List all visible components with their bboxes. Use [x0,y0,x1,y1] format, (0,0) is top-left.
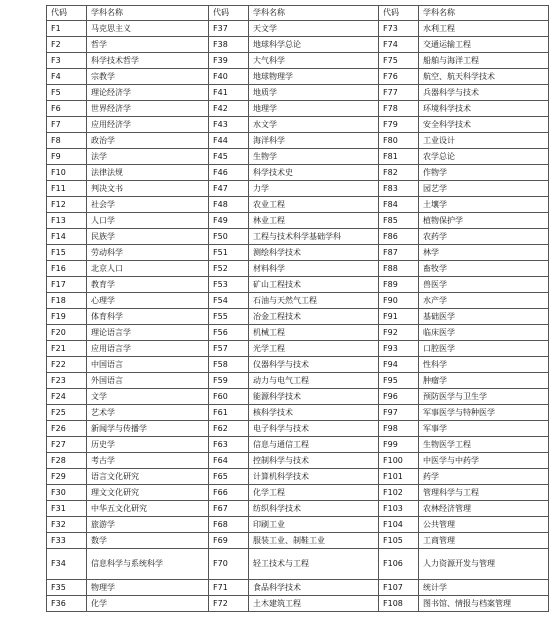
table-row [47,181,549,197]
subject-name-cell: 化学 [87,596,209,612]
subject-code-table [46,5,549,612]
subject-name-cell: 水利工程 [419,21,549,37]
table-body [47,21,549,612]
subject-name-cell: 语言文化研究 [87,469,209,485]
subject-name-cell: 劳动科学 [87,245,209,261]
code-cell: F33 [47,533,87,549]
subject-name-cell: 农学总论 [419,149,549,165]
table-row [47,117,549,133]
code-cell: F17 [47,277,87,293]
subject-name-cell: 中华五文化研究 [87,501,209,517]
code-cell: F52 [209,261,249,277]
subject-name-cell: 科学技术史 [249,165,379,181]
table-row [47,517,549,533]
table-row [47,421,549,437]
code-cell: F50 [209,229,249,245]
code-cell: F19 [47,309,87,325]
code-cell: F41 [209,85,249,101]
subject-name-cell: 军事学 [419,421,549,437]
subject-name-cell: 心理学 [87,293,209,309]
column-header: 学科名称 [87,6,209,21]
code-cell: F46 [209,165,249,181]
subject-name-cell: 印刷工业 [249,517,379,533]
subject-name-cell: 旅游学 [87,517,209,533]
code-cell: F58 [209,357,249,373]
subject-name-cell: 口腔医学 [419,341,549,357]
subject-name-cell: 工商管理 [419,533,549,549]
subject-name-cell: 力学 [249,181,379,197]
code-cell: F68 [209,517,249,533]
subject-name-cell: 船舶与海洋工程 [419,53,549,69]
code-cell: F75 [379,53,419,69]
code-cell: F6 [47,101,87,117]
code-cell: F73 [379,21,419,37]
code-cell: F84 [379,197,419,213]
code-cell: F1 [47,21,87,37]
code-cell: F53 [209,277,249,293]
subject-name-cell: 材料科学 [249,261,379,277]
code-cell: F87 [379,245,419,261]
column-header: 代码 [379,6,419,21]
subject-name-cell: 判决文书 [87,181,209,197]
code-cell: F101 [379,469,419,485]
subject-name-cell: 工业设计 [419,133,549,149]
subject-name-cell: 公共管理 [419,517,549,533]
column-header: 代码 [47,6,87,21]
table-header-row [47,6,549,21]
code-cell: F18 [47,293,87,309]
subject-name-cell: 宗教学 [87,69,209,85]
code-cell: F48 [209,197,249,213]
subject-name-cell: 理文文化研究 [87,485,209,501]
subject-name-cell: 中医学与中药学 [419,453,549,469]
subject-name-cell: 军事医学与特种医学 [419,405,549,421]
code-cell: F30 [47,485,87,501]
table-row [47,373,549,389]
code-cell: F14 [47,229,87,245]
code-cell: F54 [209,293,249,309]
code-cell: F62 [209,421,249,437]
table-row [47,277,549,293]
code-cell: F70 [209,549,249,580]
subject-name-cell: 大气科学 [249,53,379,69]
code-cell: F102 [379,485,419,501]
subject-name-cell: 肿瘤学 [419,373,549,389]
code-cell: F13 [47,213,87,229]
table-row [47,309,549,325]
code-cell: F9 [47,149,87,165]
code-cell: F60 [209,389,249,405]
subject-name-cell: 动力与电气工程 [249,373,379,389]
subject-name-cell: 农林经济管理 [419,501,549,517]
subject-name-cell: 机械工程 [249,325,379,341]
table-row [47,53,549,69]
code-cell: F92 [379,325,419,341]
code-cell: F26 [47,421,87,437]
subject-name-cell: 畜牧学 [419,261,549,277]
subject-name-cell: 地球科学总论 [249,37,379,53]
code-cell: F12 [47,197,87,213]
subject-name-cell: 仪器科学与技术 [249,357,379,373]
code-cell: F59 [209,373,249,389]
table-row [47,389,549,405]
column-header: 代码 [209,6,249,21]
subject-name-cell: 外国语言 [87,373,209,389]
subject-name-cell: 教育学 [87,277,209,293]
code-cell: F81 [379,149,419,165]
subject-name-cell: 光学工程 [249,341,379,357]
code-cell: F55 [209,309,249,325]
code-cell: F44 [209,133,249,149]
subject-name-cell: 马克思主义 [87,21,209,37]
table-row [47,405,549,421]
subject-name-cell: 植物保护学 [419,213,549,229]
code-cell: F97 [379,405,419,421]
subject-name-cell: 人口学 [87,213,209,229]
subject-name-cell: 兽医学 [419,277,549,293]
code-cell: F65 [209,469,249,485]
code-cell: F8 [47,133,87,149]
code-cell: F82 [379,165,419,181]
table-row [47,165,549,181]
table-row [47,549,549,580]
subject-name-cell: 法学 [87,149,209,165]
subject-name-cell: 纺织科学技术 [249,501,379,517]
table-row [47,261,549,277]
code-cell: F49 [209,213,249,229]
subject-name-cell: 图书馆、情报与档案管理 [419,596,549,612]
table-row [47,293,549,309]
code-cell: F38 [209,37,249,53]
table-row [47,325,549,341]
code-cell: F90 [379,293,419,309]
subject-name-cell: 土壤学 [419,197,549,213]
subject-name-cell: 工程与技术科学基础学科 [249,229,379,245]
code-cell: F42 [209,101,249,117]
subject-name-cell: 性科学 [419,357,549,373]
code-cell: F40 [209,69,249,85]
code-cell: F4 [47,69,87,85]
subject-name-cell: 管理科学与工程 [419,485,549,501]
subject-name-cell: 测绘科学技术 [249,245,379,261]
code-cell: F25 [47,405,87,421]
code-cell: F83 [379,181,419,197]
code-cell: F66 [209,485,249,501]
code-cell: F94 [379,357,419,373]
subject-name-cell: 文学 [87,389,209,405]
subject-name-cell: 农业工程 [249,197,379,213]
subject-name-cell: 人力资源开发与管理 [419,549,549,580]
subject-name-cell: 信息与通信工程 [249,437,379,453]
code-cell: F106 [379,549,419,580]
subject-name-cell: 地球物理学 [249,69,379,85]
table-row [47,21,549,37]
subject-name-cell: 轻工技术与工程 [249,549,379,580]
code-cell: F39 [209,53,249,69]
subject-name-cell: 应用语言学 [87,341,209,357]
code-cell: F71 [209,580,249,596]
code-cell: F93 [379,341,419,357]
subject-name-cell: 历史学 [87,437,209,453]
table-row [47,37,549,53]
subject-name-cell: 政治学 [87,133,209,149]
subject-name-cell: 社会学 [87,197,209,213]
code-cell: F77 [379,85,419,101]
code-cell: F36 [47,596,87,612]
subject-name-cell: 生物医学工程 [419,437,549,453]
subject-name-cell: 地质学 [249,85,379,101]
subject-name-cell: 北京人口 [87,261,209,277]
subject-name-cell: 中国语言 [87,357,209,373]
subject-name-cell: 数学 [87,533,209,549]
subject-name-cell: 农药学 [419,229,549,245]
subject-name-cell: 临床医学 [419,325,549,341]
subject-name-cell: 水文学 [249,117,379,133]
code-cell: F15 [47,245,87,261]
table-row [47,133,549,149]
subject-name-cell: 理论经济学 [87,85,209,101]
code-cell: F104 [379,517,419,533]
code-cell: F107 [379,580,419,596]
subject-name-cell: 土木建筑工程 [249,596,379,612]
subject-name-cell: 计算机科学技术 [249,469,379,485]
code-cell: F51 [209,245,249,261]
subject-name-cell: 石油与天然气工程 [249,293,379,309]
code-cell: F108 [379,596,419,612]
code-cell: F86 [379,229,419,245]
subject-name-cell: 食品科学技术 [249,580,379,596]
code-cell: F35 [47,580,87,596]
code-cell: F98 [379,421,419,437]
code-cell: F88 [379,261,419,277]
subject-name-cell: 民族学 [87,229,209,245]
table-row [47,197,549,213]
subject-name-cell: 林学 [419,245,549,261]
table-row [47,229,549,245]
column-header: 学科名称 [419,6,549,21]
code-cell: F34 [47,549,87,580]
subject-name-cell: 化学工程 [249,485,379,501]
code-cell: F45 [209,149,249,165]
code-cell: F105 [379,533,419,549]
table-row [47,245,549,261]
code-cell: F43 [209,117,249,133]
subject-name-cell: 哲学 [87,37,209,53]
subject-name-cell: 园艺学 [419,181,549,197]
code-cell: F96 [379,389,419,405]
code-cell: F10 [47,165,87,181]
code-cell: F56 [209,325,249,341]
code-cell: F11 [47,181,87,197]
subject-name-cell: 矿山工程技术 [249,277,379,293]
code-cell: F74 [379,37,419,53]
code-cell: F3 [47,53,87,69]
code-cell: F2 [47,37,87,53]
code-cell: F79 [379,117,419,133]
subject-name-cell: 新闻学与传播学 [87,421,209,437]
code-cell: F72 [209,596,249,612]
code-cell: F80 [379,133,419,149]
subject-name-cell: 林业工程 [249,213,379,229]
subject-name-cell: 地理学 [249,101,379,117]
code-cell: F76 [379,69,419,85]
table-row [47,341,549,357]
subject-name-cell: 服装工业、制鞋工业 [249,533,379,549]
code-cell: F22 [47,357,87,373]
subject-name-cell: 航空、航天科学技术 [419,69,549,85]
code-cell: F29 [47,469,87,485]
table-row [47,85,549,101]
table-row [47,501,549,517]
code-cell: F27 [47,437,87,453]
code-cell: F100 [379,453,419,469]
subject-name-cell: 艺术学 [87,405,209,421]
table-row [47,580,549,596]
table-row [47,149,549,165]
subject-name-cell: 应用经济学 [87,117,209,133]
code-cell: F99 [379,437,419,453]
code-cell: F7 [47,117,87,133]
subject-name-cell: 物理学 [87,580,209,596]
table-row [47,437,549,453]
table-row [47,485,549,501]
table-row [47,213,549,229]
subject-name-cell: 控制科学与技术 [249,453,379,469]
subject-name-cell: 世界经济学 [87,101,209,117]
subject-name-cell: 作物学 [419,165,549,181]
code-cell: F63 [209,437,249,453]
subject-name-cell: 考古学 [87,453,209,469]
subject-name-cell: 海洋科学 [249,133,379,149]
code-cell: F16 [47,261,87,277]
subject-name-cell: 基础医学 [419,309,549,325]
code-cell: F103 [379,501,419,517]
subject-name-cell: 统计学 [419,580,549,596]
code-cell: F5 [47,85,87,101]
subject-name-cell: 核科学技术 [249,405,379,421]
subject-name-cell: 药学 [419,469,549,485]
subject-name-cell: 水产学 [419,293,549,309]
subject-name-cell: 交通运输工程 [419,37,549,53]
subject-name-cell: 天文学 [249,21,379,37]
table-row [47,69,549,85]
table-row [47,469,549,485]
code-cell: F20 [47,325,87,341]
code-cell: F57 [209,341,249,357]
table-row [47,596,549,612]
code-cell: F24 [47,389,87,405]
subject-name-cell: 理论语言学 [87,325,209,341]
code-cell: F21 [47,341,87,357]
code-cell: F61 [209,405,249,421]
subject-name-cell: 预防医学与卫生学 [419,389,549,405]
subject-name-cell: 生物学 [249,149,379,165]
code-cell: F67 [209,501,249,517]
code-cell: F32 [47,517,87,533]
code-cell: F91 [379,309,419,325]
subject-name-cell: 科学技术哲学 [87,53,209,69]
subject-name-cell: 电子科学与技术 [249,421,379,437]
code-cell: F31 [47,501,87,517]
table-row [47,453,549,469]
code-cell: F69 [209,533,249,549]
table-row [47,101,549,117]
table-row [47,533,549,549]
subject-name-cell: 体育科学 [87,309,209,325]
code-cell: F28 [47,453,87,469]
subject-name-cell: 安全科学技术 [419,117,549,133]
subject-name-cell: 法律法规 [87,165,209,181]
subject-name-cell: 兵器科学与技术 [419,85,549,101]
code-cell: F64 [209,453,249,469]
code-cell: F78 [379,101,419,117]
subject-name-cell: 能源科学技术 [249,389,379,405]
subject-name-cell: 冶金工程技术 [249,309,379,325]
code-cell: F47 [209,181,249,197]
code-cell: F37 [209,21,249,37]
code-cell: F89 [379,277,419,293]
code-cell: F95 [379,373,419,389]
column-header: 学科名称 [249,6,379,21]
table-row [47,357,549,373]
code-cell: F85 [379,213,419,229]
code-cell: F23 [47,373,87,389]
subject-name-cell: 信息科学与系统科学 [87,549,209,580]
subject-name-cell: 环境科学技术 [419,101,549,117]
